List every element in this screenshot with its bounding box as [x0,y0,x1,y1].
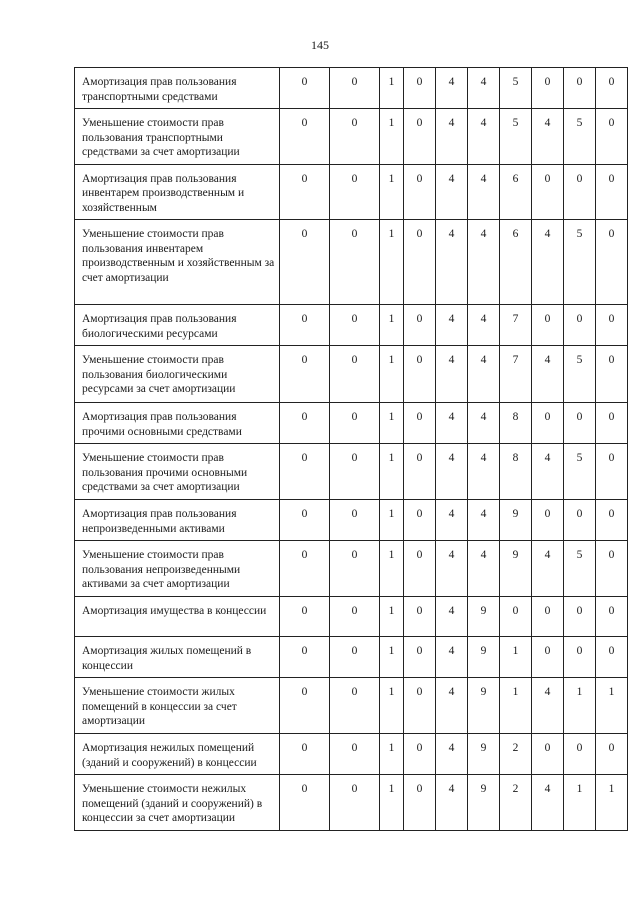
code-digit-cell: 0 [564,500,596,541]
table-row [75,346,628,403]
code-digit-cell: 0 [532,68,564,109]
table-row [75,109,628,165]
code-digit-cell: 0 [596,444,628,500]
code-digit-cell: 4 [468,68,500,109]
code-digit-cell: 0 [564,734,596,775]
code-digit-cell: 0 [404,109,436,165]
code-digit-cell: 7 [500,305,532,346]
code-digit-cell: 0 [596,346,628,403]
table-body [75,68,628,831]
code-digit-cell: 0 [596,597,628,637]
account-codes-table [74,67,628,831]
code-digit-cell: 4 [532,346,564,403]
code-digit-cell: 0 [596,637,628,678]
account-name-cell: Амортизация прав пользования биологическими ресурсами [75,305,280,346]
code-digit-cell: 0 [280,775,330,831]
code-digit-cell: 4 [532,109,564,165]
code-digit-cell: 0 [280,500,330,541]
code-digit-cell: 0 [532,734,564,775]
code-digit-cell: 7 [500,346,532,403]
code-digit-cell: 0 [596,109,628,165]
code-digit-cell: 0 [330,678,380,734]
code-digit-cell: 1 [564,678,596,734]
code-digit-cell: 0 [330,734,380,775]
account-name-cell: Амортизация нежилых помещений (зданий и сооружений) в концессии [75,734,280,775]
code-digit-cell: 0 [404,68,436,109]
account-name-cell: Амортизация прав пользования непроизведенными активами [75,500,280,541]
account-name-cell: Амортизация прав пользования инвентарем производственным и хозяйственным [75,164,280,220]
code-digit-cell: 1 [380,597,404,637]
code-digit-cell: 9 [468,597,500,637]
code-digit-cell: 0 [404,734,436,775]
table-row [75,775,628,831]
table-row [75,541,628,597]
code-digit-cell: 0 [596,68,628,109]
table-row [75,637,628,678]
code-digit-cell: 0 [404,500,436,541]
code-digit-cell: 0 [404,220,436,305]
code-digit-cell: 0 [280,734,330,775]
code-digit-cell: 4 [436,734,468,775]
code-digit-cell: 0 [280,68,330,109]
code-digit-cell: 0 [280,305,330,346]
code-digit-cell: 0 [330,444,380,500]
code-digit-cell: 1 [596,678,628,734]
code-digit-cell: 4 [436,109,468,165]
code-digit-cell: 4 [436,346,468,403]
code-digit-cell: 4 [468,164,500,220]
account-name-cell: Уменьшение стоимости прав пользования биологическими ресурсами за счет амортизации [75,346,280,403]
code-digit-cell: 0 [280,541,330,597]
table-row [75,220,628,305]
code-digit-cell: 1 [380,68,404,109]
code-digit-cell: 0 [330,220,380,305]
code-digit-cell: 1 [380,541,404,597]
code-digit-cell: 5 [564,444,596,500]
code-digit-cell: 1 [380,775,404,831]
code-digit-cell: 0 [330,500,380,541]
code-digit-cell: 0 [532,164,564,220]
code-digit-cell: 1 [380,109,404,165]
code-digit-cell: 4 [436,637,468,678]
code-digit-cell: 0 [404,346,436,403]
code-digit-cell: 1 [380,305,404,346]
code-digit-cell: 0 [330,775,380,831]
code-digit-cell: 0 [330,637,380,678]
code-digit-cell: 0 [564,597,596,637]
code-digit-cell: 9 [500,500,532,541]
code-digit-cell: 0 [564,68,596,109]
code-digit-cell: 4 [532,678,564,734]
account-name-cell: Уменьшение стоимости нежилых помещений (зданий и сооружений) в концессии за счет амортизации [75,775,280,831]
code-digit-cell: 4 [468,444,500,500]
code-digit-cell: 0 [330,597,380,637]
code-digit-cell: 0 [280,164,330,220]
code-digit-cell: 1 [380,164,404,220]
code-digit-cell: 0 [532,403,564,444]
code-digit-cell: 0 [596,164,628,220]
table-row [75,403,628,444]
account-name-cell: Уменьшение стоимости жилых помещений в концессии за счет амортизации [75,678,280,734]
code-digit-cell: 1 [380,637,404,678]
code-digit-cell: 9 [468,775,500,831]
code-digit-cell: 0 [596,305,628,346]
account-name-cell: Амортизация прав пользования прочими основными средствами [75,403,280,444]
code-digit-cell: 0 [330,164,380,220]
code-digit-cell: 8 [500,403,532,444]
code-digit-cell: 0 [280,597,330,637]
code-digit-cell: 0 [404,597,436,637]
table-row [75,444,628,500]
code-digit-cell: 9 [500,541,532,597]
code-digit-cell: 9 [468,637,500,678]
code-digit-cell: 1 [380,220,404,305]
code-digit-cell: 2 [500,734,532,775]
table-row [75,68,628,109]
code-digit-cell: 4 [468,500,500,541]
code-digit-cell: 4 [436,403,468,444]
code-digit-cell: 0 [330,346,380,403]
code-digit-cell: 4 [436,164,468,220]
code-digit-cell: 0 [500,597,532,637]
code-digit-cell: 0 [404,164,436,220]
code-digit-cell: 2 [500,775,532,831]
code-digit-cell: 0 [280,678,330,734]
code-digit-cell: 1 [500,637,532,678]
code-digit-cell: 0 [404,541,436,597]
code-digit-cell: 0 [532,597,564,637]
code-digit-cell: 4 [532,444,564,500]
account-name-cell: Амортизация жилых помещений в концессии [75,637,280,678]
code-digit-cell: 0 [280,220,330,305]
code-digit-cell: 1 [380,403,404,444]
code-digit-cell: 0 [532,305,564,346]
page-number: 145 [311,38,329,52]
account-name-cell: Уменьшение стоимости прав пользования инвентарем производственным и хозяйственным за счет амортизации [75,220,280,305]
code-digit-cell: 4 [532,220,564,305]
account-name-cell: Уменьшение стоимости прав пользования непроизведенными активами за счет амортизации [75,541,280,597]
code-digit-cell: 4 [436,775,468,831]
code-digit-cell: 1 [500,678,532,734]
code-digit-cell: 4 [436,500,468,541]
code-digit-cell: 1 [380,444,404,500]
code-digit-cell: 0 [330,403,380,444]
code-digit-cell: 0 [280,346,330,403]
code-digit-cell: 0 [596,734,628,775]
code-digit-cell: 5 [500,109,532,165]
code-digit-cell: 0 [596,220,628,305]
code-digit-cell: 4 [468,403,500,444]
code-digit-cell: 4 [532,541,564,597]
code-digit-cell: 0 [404,637,436,678]
code-digit-cell: 0 [532,637,564,678]
code-digit-cell: 4 [532,775,564,831]
code-digit-cell: 0 [330,305,380,346]
code-digit-cell: 0 [404,403,436,444]
code-digit-cell: 4 [468,346,500,403]
code-digit-cell: 4 [436,220,468,305]
code-digit-cell: 4 [436,597,468,637]
code-digit-cell: 4 [436,305,468,346]
code-digit-cell: 0 [280,637,330,678]
table-row [75,305,628,346]
code-digit-cell: 0 [280,403,330,444]
code-digit-cell: 9 [468,734,500,775]
code-digit-cell: 5 [564,220,596,305]
code-digit-cell: 0 [404,305,436,346]
code-digit-cell: 0 [564,305,596,346]
code-digit-cell: 0 [596,403,628,444]
code-digit-cell: 6 [500,220,532,305]
code-digit-cell: 0 [404,444,436,500]
code-digit-cell: 4 [468,109,500,165]
code-digit-cell: 9 [468,678,500,734]
code-digit-cell: 0 [330,541,380,597]
code-digit-cell: 0 [330,109,380,165]
code-digit-cell: 1 [564,775,596,831]
code-digit-cell: 1 [596,775,628,831]
code-digit-cell: 0 [564,164,596,220]
code-digit-cell: 0 [564,403,596,444]
code-digit-cell: 5 [500,68,532,109]
table-row [75,678,628,734]
code-digit-cell: 5 [564,346,596,403]
table-row [75,500,628,541]
code-digit-cell: 0 [564,637,596,678]
code-digit-cell: 1 [380,346,404,403]
table-row [75,734,628,775]
code-digit-cell: 0 [280,444,330,500]
account-name-cell: Амортизация имущества в концессии [75,597,280,637]
table-row [75,597,628,637]
code-digit-cell: 1 [380,500,404,541]
code-digit-cell: 1 [380,734,404,775]
code-digit-cell: 0 [404,678,436,734]
code-digit-cell: 5 [564,109,596,165]
code-digit-cell: 5 [564,541,596,597]
code-digit-cell: 0 [532,500,564,541]
code-digit-cell: 1 [380,678,404,734]
account-name-cell: Уменьшение стоимости прав пользования прочими основными средствами за счет амортизации [75,444,280,500]
code-digit-cell: 6 [500,164,532,220]
code-digit-cell: 4 [436,678,468,734]
code-digit-cell: 8 [500,444,532,500]
account-name-cell: Уменьшение стоимости прав пользования транспортными средствами за счет амортизации [75,109,280,165]
code-digit-cell: 0 [330,68,380,109]
code-digit-cell: 4 [436,541,468,597]
code-digit-cell: 4 [468,541,500,597]
code-digit-cell: 0 [404,775,436,831]
code-digit-cell: 4 [436,444,468,500]
code-digit-cell: 4 [436,68,468,109]
table-row [75,164,628,220]
code-digit-cell: 0 [596,541,628,597]
code-digit-cell: 0 [280,109,330,165]
code-digit-cell: 0 [596,500,628,541]
account-name-cell: Амортизация прав пользования транспортными средствами [75,68,280,109]
code-digit-cell: 4 [468,220,500,305]
code-digit-cell: 4 [468,305,500,346]
